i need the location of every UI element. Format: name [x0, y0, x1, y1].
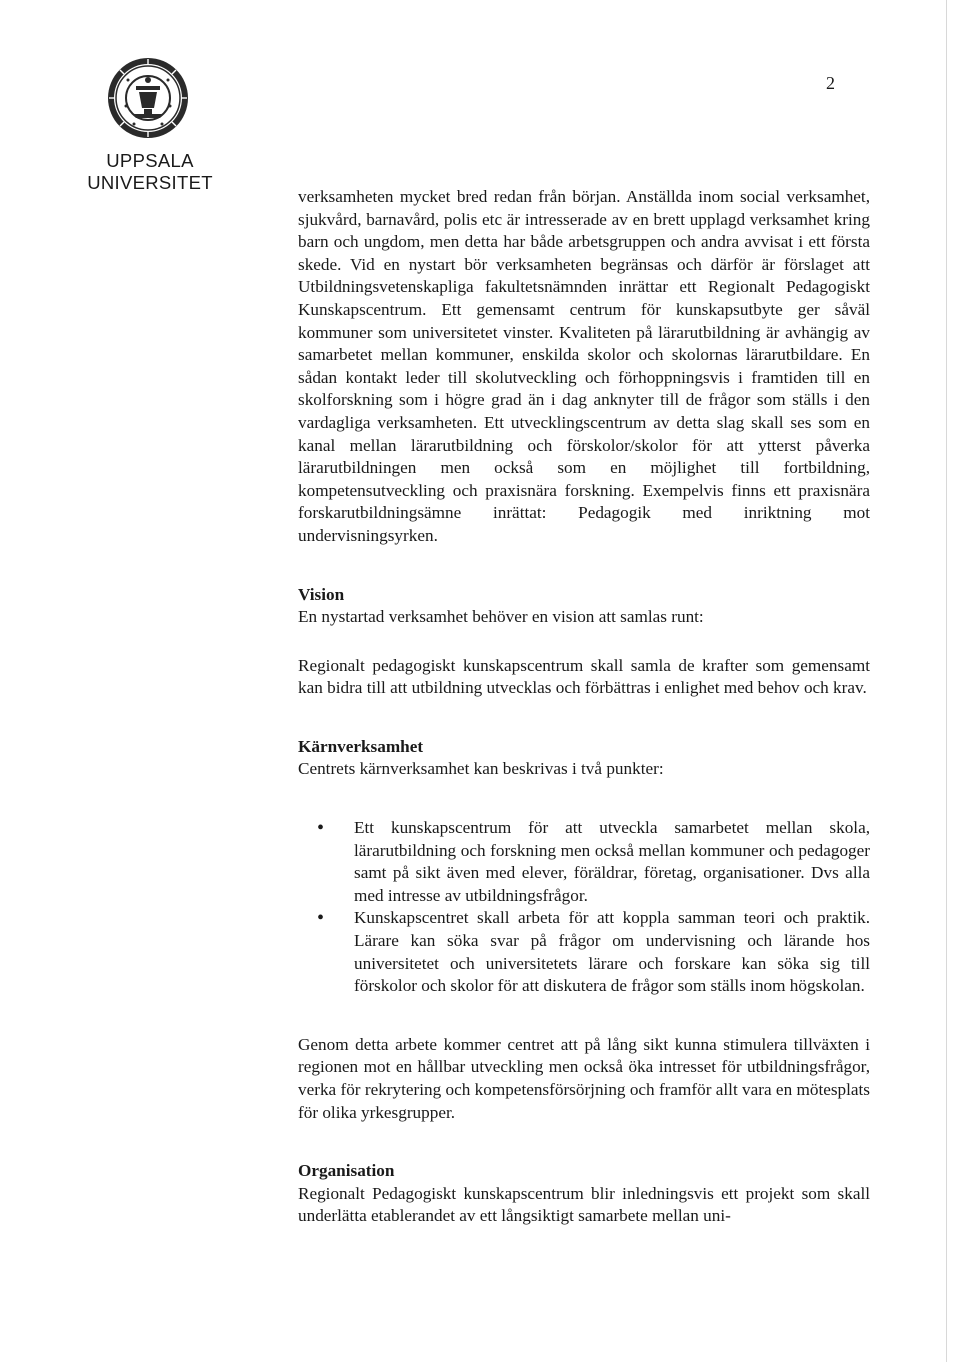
organisation-heading: Organisation [298, 1161, 395, 1181]
core-intro: Centrets kärnverksamhet kan beskrivas i två punkter: [298, 759, 664, 779]
institution-line2: UNIVERSITET [87, 172, 213, 193]
vision-heading: Vision [298, 584, 345, 604]
vision-statement: Regionalt pedagogiskt kunskapscentrum skall samla de krafter som gemensamt kan bidra till att utbildning utvecklas och förbättras i enlighet med behov och krav. [298, 655, 870, 698]
university-seal-icon [106, 56, 190, 140]
institution-line1: UPPSALA [106, 150, 194, 171]
vision-intro: En nystartad verksamhet behöver en vision att samlas runt: [298, 607, 704, 627]
list-item: • Kunskapscentret skall arbeta för att koppla samman teori och praktik. Lärare kan söka svar på frågor om undervisning och lärande hos universitetet och universitetets lärare och forskare kan söka sig till förskolor och skolor för att diskutera de frågor som ställs inom högskolan. [298, 907, 870, 997]
core-heading: Kärnverksamhet [298, 736, 424, 756]
core-conclusion: Genom detta arbete kommer centret att på lång sikt kunna stimulera tillväxten i regionen mot en hållbar utveckling men också öka intresset för utbildningsfrågor, verka för rekrytering och kompetensförsörjning och framför allt vara en mötesplats för olika yrkesgrupper. [298, 1034, 870, 1122]
organisation-paragraph: Regionalt Pedagogiskt kunskapscentrum blir inledningsvis ett projekt som skall underlätta etablerandet av ett långsiktigt samarbete mellan uni- [298, 1183, 870, 1226]
list-item: • Ett kunskapscentrum för att utveckla samarbetet mellan skola, lärarutbildning och forskning men också mellan kommuner och pedagoger samt på sikt även med elever, föräldrar, företag, organisationer. Dvs alla med intresse av utbildningsfrågor. [298, 817, 870, 907]
document-body [298, 186, 870, 1228]
core-points-list [298, 817, 870, 998]
page-number: 2 [826, 73, 835, 93]
intro-paragraph: verksamheten mycket bred redan från början. Anställda inom social verksamhet, sjukvård, barnavård, polis etc är intresserade av en brett upplagd verksamhet kring barn och ungdom, men detta har både arbetsgruppen och andra avvisat i ett första skede. Vid en nystart bör verksamheten begränsas och därför är förslaget att Utbildningsvetenskapliga fakultetsnämnden inrättar ett Regionalt Pedagogiskt Kunskapscentrum. Ett gemensamt centrum för kunskapsutbyte ger såväl kommuner som universitetet vinster. Kvaliteten på lärarutbildning är avhängig av samarbetet mellan kommuner, enskilda skolor och skolornas lärarutbildare. En sådan kontakt leder till skolutveckling och förhoppningsvis i framtiden till en skolforskning som i högre grad än i dag anknyter till de frågor som ställs i den vardagliga verksamheten. Ett utvecklingscentrum av detta slag skall ses som en kanal mellan lärarutbildning och förskolor/skolor för att ytterst påverka lärarutbildningen men också som en möjlighet till fortbildning, kompetensutveckling och praxisnära forskning. Exempelvis finns ett praxisnära forskarutbildningsämne inrättat: Pedagogik med inriktning mot undervisningsyrken. [298, 187, 870, 545]
institution-name [80, 150, 220, 194]
page-edge-rule [946, 0, 947, 1362]
